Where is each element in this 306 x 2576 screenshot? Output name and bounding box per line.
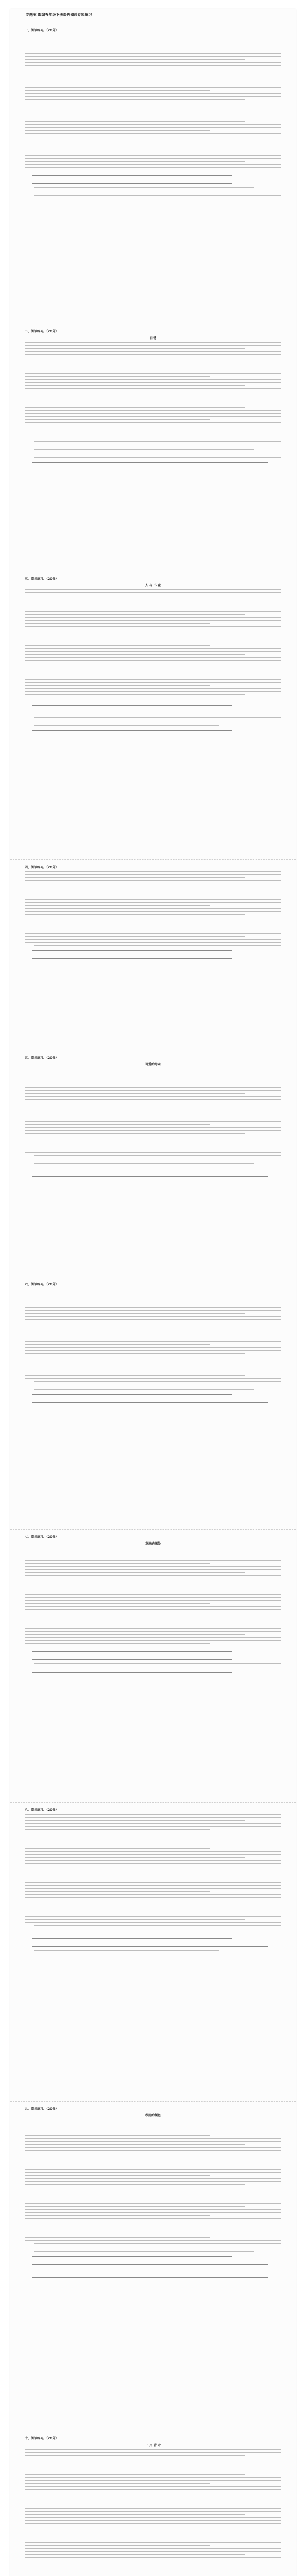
questions xyxy=(25,441,281,467)
passage-title: 秋雨的颜色 xyxy=(145,2114,161,2117)
page-title: 专题五 部编五年级下册课外阅读专项练习 xyxy=(26,13,92,17)
answer-line[interactable] xyxy=(32,2277,268,2278)
questions xyxy=(25,945,281,967)
passage-body xyxy=(25,35,281,168)
questions xyxy=(25,701,281,731)
reading-section-1 xyxy=(25,28,281,208)
answer-line[interactable] xyxy=(32,730,232,731)
reading-section-8 xyxy=(25,1807,281,1958)
section-heading: 六、阅读练习。（20分） xyxy=(25,1283,59,1286)
passage-title: 草原的深处 xyxy=(145,1542,161,1546)
passage-body xyxy=(25,1069,281,1153)
answer-line[interactable] xyxy=(32,2264,268,2265)
passage-body xyxy=(25,2120,281,2241)
reading-section-10 xyxy=(25,2436,281,2576)
section-divider xyxy=(10,1802,296,1803)
passage-body xyxy=(25,589,281,698)
section-heading: 二、阅读练习。（20分） xyxy=(25,330,59,333)
answer-line[interactable] xyxy=(32,462,268,463)
section-heading: 九、阅读练习。（20分） xyxy=(25,2107,59,2111)
passage-body xyxy=(25,1548,281,1644)
reading-section-3 xyxy=(25,576,281,734)
document-page xyxy=(10,9,296,2576)
questions xyxy=(25,2243,281,2278)
passage-body xyxy=(25,1289,281,1379)
answer-line[interactable] xyxy=(32,1672,232,1673)
reading-section-9 xyxy=(25,2106,281,2281)
passage-body xyxy=(25,871,281,943)
section-heading: 四、阅读练习。（20分） xyxy=(25,866,59,869)
answer-line[interactable] xyxy=(32,175,232,176)
section-heading: 八、阅读练习。（20分） xyxy=(25,1808,59,1812)
answer-line[interactable] xyxy=(32,950,232,951)
reading-section-4 xyxy=(25,865,281,970)
answer-line[interactable] xyxy=(32,1651,232,1652)
answer-line[interactable] xyxy=(32,183,232,184)
passage-body xyxy=(25,342,281,438)
answer-line[interactable] xyxy=(32,1946,268,1947)
passage-title: 一 片 青 叶 xyxy=(145,2444,161,2447)
reading-section-7 xyxy=(25,1534,281,1676)
passage-body xyxy=(25,2449,281,2576)
questions xyxy=(25,1381,281,1411)
passage-title: 人 与 书 童 xyxy=(145,584,161,587)
section-heading: 五、阅读练习。（20分） xyxy=(25,1056,59,1060)
section-heading: 七、阅读练习。（20分） xyxy=(25,1535,59,1539)
questions xyxy=(25,1647,281,1673)
section-divider xyxy=(10,2101,296,2102)
reading-section-2 xyxy=(25,329,281,470)
section-heading: 一、阅读练习。（20分） xyxy=(25,29,59,32)
reading-section-5 xyxy=(25,1055,281,1184)
answer-line[interactable] xyxy=(32,1938,232,1939)
section-heading: 十、阅读练习。（20分） xyxy=(25,2437,59,2441)
answer-line[interactable] xyxy=(32,705,232,706)
questions xyxy=(25,1155,281,1181)
section-divider xyxy=(10,859,296,860)
answer-line[interactable] xyxy=(32,958,232,959)
passage-body xyxy=(25,1814,281,1923)
answer-line[interactable] xyxy=(32,1394,232,1395)
section-heading: 三、阅读练习。（20分） xyxy=(25,577,59,581)
reading-section-6 xyxy=(25,1282,281,1414)
questions xyxy=(25,1925,281,1955)
answer-line[interactable] xyxy=(32,1402,268,1403)
answer-line[interactable] xyxy=(32,1659,232,1660)
answer-line[interactable] xyxy=(32,1176,268,1177)
section-divider xyxy=(10,1529,296,1530)
questions xyxy=(25,171,281,205)
passage-title: 白杨 xyxy=(149,336,156,340)
answer-line[interactable] xyxy=(32,2256,232,2257)
passage-title: 可爱的母亲 xyxy=(145,1063,161,1066)
